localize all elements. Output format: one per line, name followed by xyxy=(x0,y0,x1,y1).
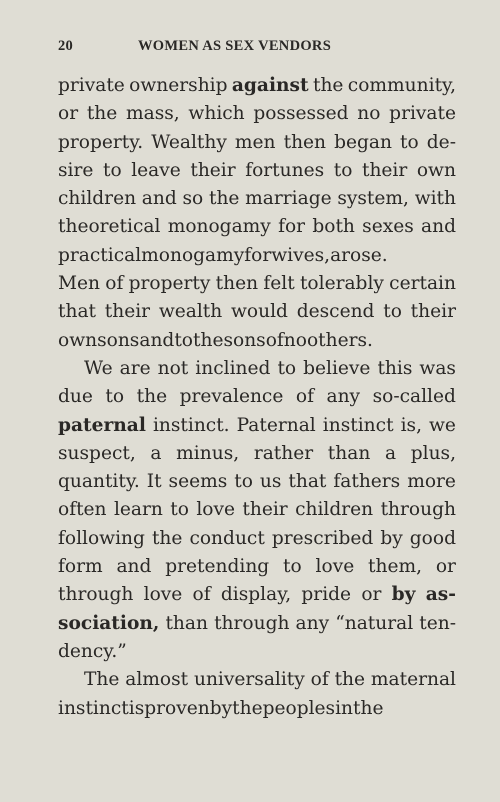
word: of xyxy=(192,584,211,606)
word: sire xyxy=(58,159,94,181)
word: by xyxy=(380,527,403,549)
word: believe xyxy=(303,357,371,379)
word: the xyxy=(312,75,344,96)
word: system, xyxy=(337,188,409,210)
text-line xyxy=(58,157,456,185)
word: to xyxy=(383,301,402,323)
word: sociation, xyxy=(58,612,160,634)
word: by xyxy=(209,697,233,719)
text-line xyxy=(58,412,456,440)
word: we xyxy=(429,414,456,436)
word: their xyxy=(410,301,456,323)
word: their xyxy=(361,159,408,181)
word: prescribed xyxy=(271,527,374,549)
word: to xyxy=(170,499,189,521)
word: prevalence xyxy=(179,386,284,408)
word: to xyxy=(234,471,253,493)
word: It xyxy=(146,471,162,493)
word: began xyxy=(334,131,392,153)
word: with xyxy=(414,188,456,210)
word: certain xyxy=(389,273,456,295)
word: theoretical xyxy=(58,216,161,238)
word: others. xyxy=(306,329,373,351)
word: monogamy xyxy=(141,244,245,266)
text-line xyxy=(58,327,456,355)
word: Wealthy xyxy=(151,131,227,153)
word: a xyxy=(150,442,162,464)
word: plus, xyxy=(410,442,456,464)
word: of xyxy=(265,329,284,351)
word: peoples xyxy=(262,697,336,719)
page-header xyxy=(58,38,442,58)
word: us xyxy=(259,471,282,493)
word: learn xyxy=(113,499,163,521)
word: felt xyxy=(263,273,295,295)
word: conduct xyxy=(189,527,265,549)
word: any xyxy=(295,612,330,634)
word: that xyxy=(58,301,97,323)
text-line xyxy=(58,440,456,468)
word: for xyxy=(244,244,272,266)
word: practical xyxy=(58,244,142,266)
text-line xyxy=(58,100,456,128)
word: descend xyxy=(296,301,375,323)
word: Paternal xyxy=(236,414,316,436)
word: pretending xyxy=(165,556,270,578)
word: in xyxy=(335,697,354,719)
text-line xyxy=(58,355,456,383)
word: to xyxy=(400,131,419,153)
word: for xyxy=(278,216,306,238)
word: property. xyxy=(58,131,144,153)
word: dency.” xyxy=(58,640,127,662)
word: instinct xyxy=(322,414,394,436)
word: Men xyxy=(58,273,101,295)
text-line xyxy=(58,581,456,609)
word: good xyxy=(409,527,456,549)
word: to xyxy=(174,329,193,351)
word: is, xyxy=(400,414,422,436)
word: children xyxy=(295,499,374,521)
text-line xyxy=(58,270,456,298)
word: ten- xyxy=(419,612,456,634)
text-line xyxy=(58,213,456,241)
word: their xyxy=(242,499,288,521)
word: proven xyxy=(144,697,210,719)
word: so xyxy=(182,188,204,210)
word: possessed xyxy=(253,103,349,125)
text-line xyxy=(58,383,456,411)
word: and xyxy=(421,216,456,238)
word: of xyxy=(310,669,329,691)
word: to xyxy=(333,159,353,181)
word: own xyxy=(416,159,456,181)
text-line xyxy=(58,129,456,157)
text-line xyxy=(58,695,456,723)
word: than xyxy=(327,442,371,464)
word: the xyxy=(232,697,263,719)
word: no xyxy=(283,329,307,351)
word: which xyxy=(188,103,245,125)
word: instinct xyxy=(58,697,129,719)
word: We xyxy=(84,357,113,379)
word: and xyxy=(141,188,177,210)
text-line xyxy=(58,72,456,100)
page-number: 20 xyxy=(58,38,74,54)
word: to xyxy=(283,556,302,578)
word: fortunes xyxy=(245,159,325,181)
text-line xyxy=(58,638,456,666)
word: of xyxy=(295,386,314,408)
word: that xyxy=(288,471,327,493)
word: than xyxy=(165,612,208,634)
word: so-called xyxy=(372,386,456,408)
running-title: WOMEN AS SEX VENDORS xyxy=(138,38,332,54)
word: any xyxy=(326,386,361,408)
word: “natural xyxy=(335,612,414,634)
text-line xyxy=(58,610,456,638)
word: minus, xyxy=(176,442,240,464)
word: their xyxy=(104,301,151,323)
word: or xyxy=(58,103,79,125)
word: inclined xyxy=(195,357,271,379)
text-line xyxy=(58,185,456,213)
word: maternal xyxy=(370,669,456,691)
word: property xyxy=(128,273,211,295)
word: through xyxy=(58,584,134,606)
word: then xyxy=(283,131,327,153)
word: not xyxy=(157,357,189,379)
word: would xyxy=(231,301,288,323)
text-line xyxy=(58,298,456,326)
word: due xyxy=(58,386,93,408)
word: leave xyxy=(131,159,181,181)
word: love xyxy=(143,584,183,606)
text-line xyxy=(58,666,456,694)
word: often xyxy=(58,499,107,521)
word: paternal xyxy=(58,414,146,436)
text-line xyxy=(58,496,456,524)
text-line xyxy=(58,525,456,553)
word: no xyxy=(357,103,381,125)
word: tolerably xyxy=(299,273,384,295)
word: de- xyxy=(426,131,456,153)
word: form xyxy=(58,556,103,578)
word: community, xyxy=(347,75,456,96)
word: the xyxy=(86,103,118,125)
word: to xyxy=(102,159,122,181)
word: and xyxy=(139,329,175,351)
word: through xyxy=(380,499,456,521)
word: their xyxy=(190,159,236,181)
word: arose. xyxy=(330,244,388,266)
text-line xyxy=(58,553,456,581)
word: are xyxy=(119,357,151,379)
word: through xyxy=(214,612,290,634)
word: rather xyxy=(253,442,314,464)
word: by xyxy=(391,584,416,606)
word: instinct. xyxy=(152,414,230,436)
word: and xyxy=(116,556,152,578)
word: the xyxy=(151,527,183,549)
word: of xyxy=(105,273,124,295)
word: sexes xyxy=(362,216,414,238)
word: the xyxy=(334,669,366,691)
text-line xyxy=(58,242,456,270)
word: ownership xyxy=(129,75,228,96)
word: or xyxy=(361,584,382,606)
word: the xyxy=(353,697,384,719)
word: this xyxy=(377,357,413,379)
word: love xyxy=(196,499,235,521)
word: the xyxy=(208,188,240,210)
word: display, xyxy=(220,584,292,606)
word: almost xyxy=(125,669,189,691)
word: to xyxy=(277,357,297,379)
word: quantity. xyxy=(58,471,140,493)
word: own xyxy=(58,329,98,351)
word: wealth xyxy=(158,301,223,323)
word: to xyxy=(105,386,125,408)
word: wives, xyxy=(271,244,331,266)
text-line xyxy=(58,468,456,496)
word: sons xyxy=(223,329,266,351)
word: private xyxy=(389,103,456,125)
word: is xyxy=(128,697,145,719)
word: more xyxy=(407,471,456,493)
word: suspect, xyxy=(58,442,136,464)
word: the xyxy=(136,386,168,408)
word: was xyxy=(419,357,456,379)
word: children xyxy=(58,188,137,210)
word: The xyxy=(84,669,120,691)
word: fathers xyxy=(333,471,401,493)
word: the xyxy=(193,329,224,351)
word: love xyxy=(315,556,355,578)
word: marriage xyxy=(245,188,332,210)
word: following xyxy=(58,527,145,549)
word: both xyxy=(312,216,355,238)
word: private xyxy=(58,75,125,96)
word: or xyxy=(435,556,456,578)
word: then xyxy=(215,273,259,295)
body-text xyxy=(58,72,456,723)
word: sons xyxy=(97,329,140,351)
word: pride xyxy=(301,584,352,606)
word: as- xyxy=(425,584,456,606)
word: them, xyxy=(368,556,423,578)
word: mass, xyxy=(125,103,180,125)
word: seems xyxy=(168,471,228,493)
word: monogamy xyxy=(167,216,271,238)
word: universality xyxy=(193,669,305,691)
word: a xyxy=(384,442,397,464)
word: against xyxy=(231,75,309,96)
word: men xyxy=(234,131,276,153)
